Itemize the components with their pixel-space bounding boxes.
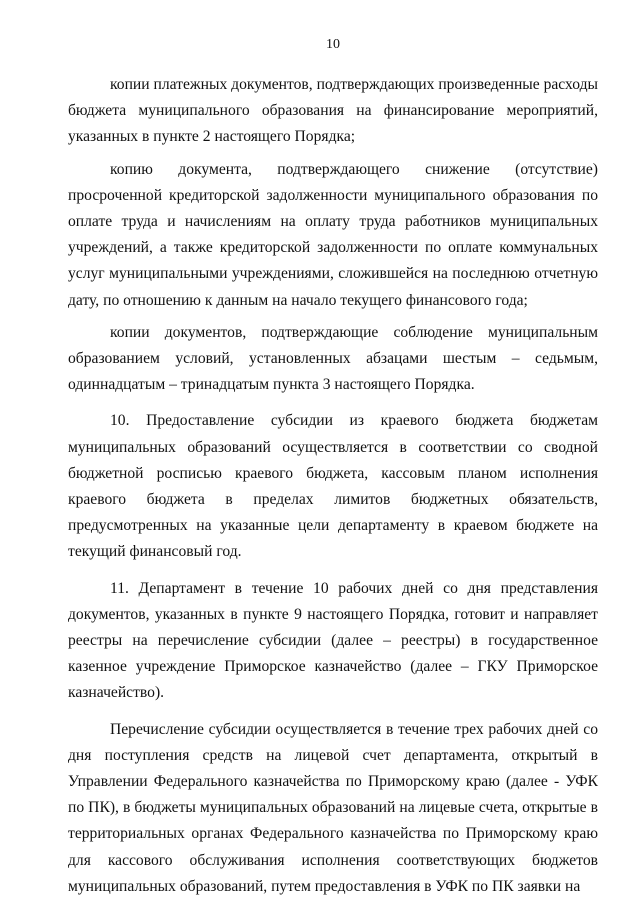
paragraph-debt-reduction: копию документа, подтверждающего снижение (отсутствие) просроченной кредиторской задолженности муниципального образования по оплате труда и начислениям на оплату труда работников муниципальных учреждений, а также кредиторской задолженности по оплате коммунальных услуг муниципальными учреждениями, сложившейся на последнюю отчетную дату, по отношению к данным на начало текущего финансового года; xyxy=(68,160,598,309)
paragraph-payment-documents: копии платежных документов, подтверждающих произведенные расходы бюджета муниципального образования на финансирование мероприятий, указанных в пункте 2 настоящего Порядка; xyxy=(68,76,598,146)
paragraph-conditions-compliance: копии документов, подтверждающие соблюдение муниципальным образованием условий, установленных абзацами шестым – седьмым, одиннадцатым – тринадцатым пункта 3 настоящего Порядка. xyxy=(68,323,598,394)
paragraph-subsidy-transfer: Перечисление субсидии осуществляется в течение трех рабочих дней со дня поступления средств на лицевой счет департамента, открытый в Управлении Федерального казначейства по Приморскому краю (далее - УФК по ПК), в бюджеты муниципальных образований на лицевые счета, открытые в территориальных органах Федерального казначейства по Приморскому краю для кассового обслуживания исполнения соответствующих бюджетов муниципальных образований, путем предоставления в УФК по ПК заявки на xyxy=(68,720,598,895)
paragraph-item-10: 10. Предоставление субсидии из краевого бюджета бюджетам муниципальных образований осуществляется в соответствии со сводной бюджетной росписью краевого бюджета, кассовым планом исполнения краевого бюджета в пределах лимитов бюджетных обязательств, предусмотренных на указанные цели департаменту в краевом бюджете на текущий финансовый год. xyxy=(68,412,598,561)
page-number: 10 xyxy=(326,37,340,52)
paragraph-item-11: 11. Департамент в течение 10 рабочих дней со дня представления документов, указанных в пункте 9 настоящего Порядка, готовит и направляет реестры на перечисление субсидии (далее – реестры) в государственное казенное учреждение Приморское казначейство (далее – ГКУ Приморское казначейство). xyxy=(68,579,598,702)
